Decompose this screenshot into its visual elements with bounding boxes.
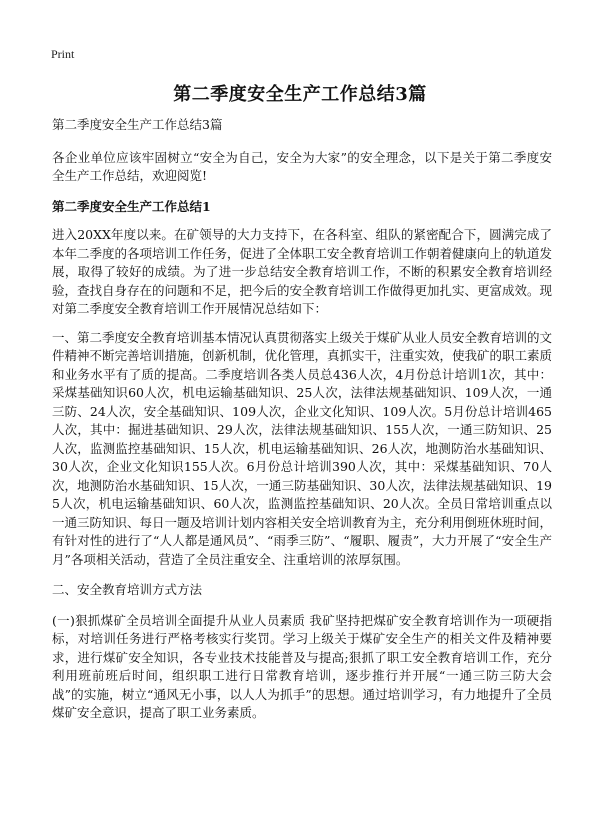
opening-paragraph: 进入20XX年度以来。在矿领导的大力支持下，在各科室、组队的紧密配合下，圆满完成了本年二季度的各项培训工作任务，促进了全体职工安全教育培训工作朝着健康向上的轨道发展，取得了较好的成绩。为了进一步总结安全教育培训工作，不断的积累安全教育培训经验，查找自身存在的问题和不足，把今后的安全教育培训工作做得更加扎实、更富成效。现对第二季度安全教育培训工作开展情况总结如下： — [52, 227, 553, 316]
methods-heading: 二、安全教育培训方式方法 — [52, 582, 203, 597]
section-heading: 第二季度安全生产工作总结1 — [52, 198, 211, 214]
document-body — [52, 116, 552, 723]
basic-situation-paragraph: 一、第二季度安全教育培训基本情况认真贯彻落实上级关于煤矿从业人员安全教育培训的文件精神不断完善培训措施，创新机制，优化管理，真抓实干，注重实效，使我矿的职工素质和业务水平有了质的提高。二季度培训各类人员总436人次，4月份总计培训1次，其中：采煤基础知识60人次，机电运输基础知识、25人次，法律法规基础知识、109人次，一通三防、24人次，安全基础知识、109人次，企业文化知识、109人次。5月份总计培训465人次，其中：掘进基础知识、29人次，法律法规基础知识、155人次，一通三防知识、25人次，监测监控基础知识、15人次，机电运输基础知识、26人次，地测防治水基础知识、30人次，企业文化知识155人次。6月份总计培训390人次，其中：采煤基础知识、70人次，地测防治水基础知识、15人次，一通三防基础知识、30人次，法律法规基础知识、195人次，机电运输基础知识、60人次，监测监控基础知识、20人次。全员日常培训重点以一通三防知识、每日一题及培训计划内容相关安全培训教育为主，充分利用倒班休班时间，有针对性的进行了“人人都是通风员”、“雨季三防”、“履职、履责”，大力开展了“安全生产月”各项相关活动，营造了全员注重安全、注重培训的浓厚氛围。 — [52, 329, 553, 567]
methods-paragraph: (一)狠抓煤矿全员培训全面提升从业人员素质 我矿坚持把煤矿安全教育培训作为一项硬指标，对培训任务进行严格考核实行奖罚。学习上级关于煤矿安全生产的相关文件及精神要求，进行煤矿安全知识，各专业技术技能普及与提高;狠抓了职工安全教育培训工作，充分利用班前班后时间，组织职工进行日常教育培训，逐步推行并开展“一通三防三防大会战”的实施，树立“通风无小事，以人人为抓手”的思想。通过培训学习，有力地提升了全员煤矿安全意识，提高了职工业务素质。 — [52, 612, 552, 720]
document-subtitle: 第二季度安全生产工作总结3篇 — [52, 117, 223, 132]
document-title: 第二季度安全生产工作总结3篇 — [173, 84, 427, 105]
print-link[interactable]: Print — [51, 47, 75, 61]
intro-paragraph: 各企业单位应该牢固树立“安全为自己，安全为大家”的安全理念，以下是关于第二季度安全生产工作总结，欢迎阅览! — [52, 149, 552, 183]
